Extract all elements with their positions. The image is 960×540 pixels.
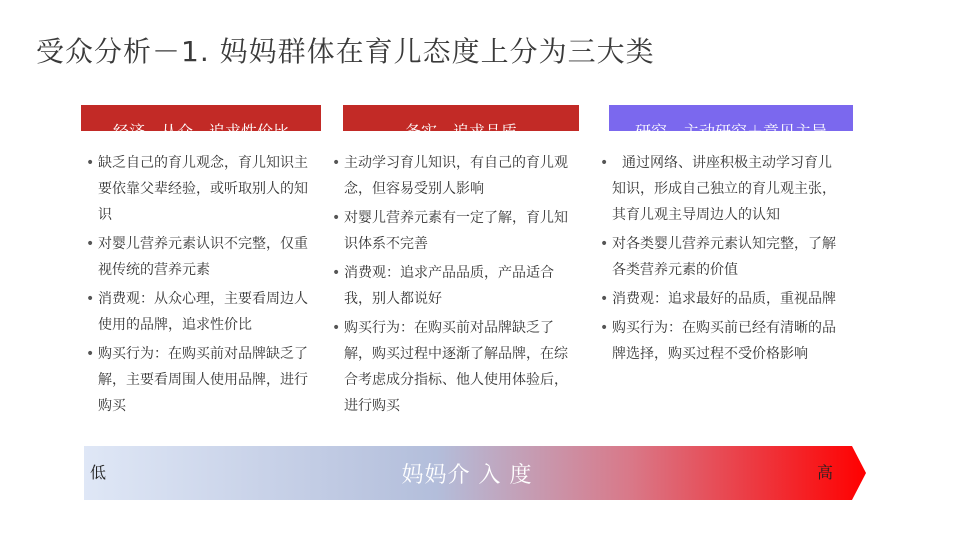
list-item xyxy=(600,150,840,228)
list-item-text: 缺乏自己的育儿观念，育儿知识主要依靠父辈经验，或听取别人的知识 xyxy=(98,155,308,223)
bullet-icon: • xyxy=(332,265,341,281)
bullet-icon: • xyxy=(86,291,95,307)
list-item-text: 购买行为：在购买前对品牌缺乏了解，购买过程中逐渐了解品牌，在综合考虑成分指标、他人使用体验后，进行购买 xyxy=(344,320,568,414)
bullet-icon: • xyxy=(600,155,609,171)
list-item-text: 购买行为：在购买前已经有清晰的品牌选择，购买过程不受价格影响 xyxy=(612,320,836,362)
bullet-icon: • xyxy=(600,320,609,336)
scale-title: 妈妈介 入 度 xyxy=(401,463,533,488)
list-item-text: 对婴儿营养元素有一定了解，育儿知识体系不完善 xyxy=(344,210,568,252)
bullet-icon: • xyxy=(332,210,341,226)
list-item-text: 对婴儿营养元素认识不完整，仅重视传统的营养元素 xyxy=(98,236,308,278)
list-item xyxy=(332,315,572,419)
scale-high-label: 高 xyxy=(817,463,834,482)
column-header-economic xyxy=(81,105,321,141)
bullet-icon: • xyxy=(332,320,341,336)
column-pragmatic-list xyxy=(332,150,572,422)
list-item-text: 对各类婴儿营养元素认知完整，了解各类营养元素的价值 xyxy=(612,236,836,278)
list-item xyxy=(86,150,312,228)
list-item xyxy=(332,150,572,202)
scale-low-label: 低 xyxy=(90,463,107,482)
list-item xyxy=(86,286,312,338)
bullet-icon: • xyxy=(86,236,95,252)
column-header-label: 经济、从众，追求性价比 xyxy=(112,122,289,141)
list-item xyxy=(86,231,312,283)
involvement-scale-arrow xyxy=(84,446,866,500)
column-economic-list xyxy=(86,150,312,422)
column-header-pragmatic xyxy=(343,105,579,141)
list-item xyxy=(332,205,572,257)
list-item-text: 消费观：追求产品品质，产品适合我，别人都说好 xyxy=(344,265,554,307)
bullet-icon: • xyxy=(600,291,609,307)
list-item-text: 主动学习育儿知识，有自己的育儿观念，但容易受别人影响 xyxy=(344,155,568,197)
column-research-list xyxy=(600,150,840,370)
column-header-label: 务实，追求品质 xyxy=(404,122,517,141)
list-item-text: 消费观：从众心理，主要看周边人使用的品牌，追求性价比 xyxy=(98,291,308,333)
list-item xyxy=(600,231,840,283)
list-item xyxy=(332,260,572,312)
list-item-text: 通过网络、讲座积极主动学习育儿知识，形成自己独立的育儿观主张，其育儿观主导周边人的认知 xyxy=(612,155,836,223)
bullet-icon: • xyxy=(86,346,95,362)
bullet-icon: • xyxy=(86,155,95,171)
page-title: 受众分析－1. 妈妈群体在育儿态度上分为三大类 xyxy=(36,35,655,68)
list-item-text: 购买行为：在购买前对品牌缺乏了解，主要看周围人使用品牌，进行购买 xyxy=(98,346,308,414)
column-header-label: 研究，主动研究＋意见主导 xyxy=(634,122,827,141)
list-item xyxy=(600,286,840,312)
list-item-text: 消费观：追求最好的品质，重视品牌 xyxy=(612,291,836,307)
list-item xyxy=(600,315,840,367)
column-header-research xyxy=(609,105,853,141)
list-item xyxy=(86,341,312,419)
bullet-icon: • xyxy=(600,236,609,252)
bullet-icon: • xyxy=(332,155,341,171)
